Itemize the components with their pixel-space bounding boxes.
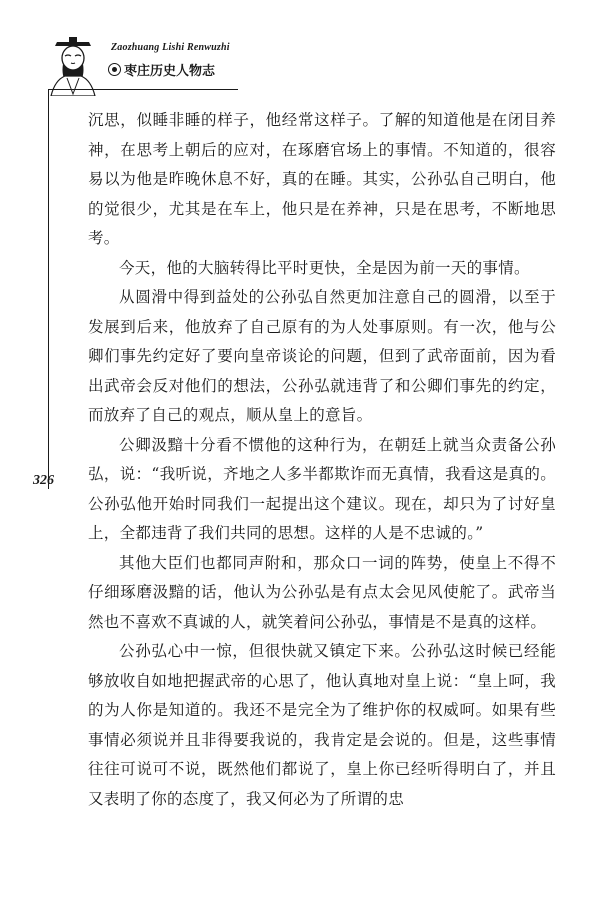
portrait-illustration [47,36,99,96]
header-chinese-title [108,60,215,79]
header-chinese-title-text: 枣庄历史人物志 [124,64,216,79]
paragraph: 今天，他的大脑转得比平时更快，全是因为前一天的事情。 [119,258,530,277]
paragraph: 从圆滑中得到益处的公孙弘自然更加注意自己的圆滑，以至于发展到后来，他放弃了自己原有的为人处事原则。有一次，他与公卿们事先约定好了要向皇帝谈论的问题，但到了武帝面前，因为看出武帝会反对他们的想法，公孙弘就违背了和公卿们事先的约定，而放弃了自己的观点，顺从皇上的意旨。 [88,288,556,424]
paragraph: 沉思，似睡非睡的样子，他经常这样子。了解的知道他是在闭目养神，在思考上朝后的应对，在琢磨官场上的事情。不知道的，很容易以为他是昨晚休息不好，真的在睡。其实，公孙弘自己明白，他的觉很少，尤其是在车上，他只是在养神，只是在思考，不断地思考。 [88,111,556,247]
paragraph: 其他大臣们也都同声附和，那众口一词的阵势，使皇上不得不仔细琢磨汲黯的话，他认为公孙弘是有点太会见风使舵了。武帝当然也不喜欢不真诚的人，就笑着问公孙弘，事情是不是真的这样。 [88,553,556,631]
page-number: 326 [33,473,54,488]
header-english-title: Zaozhuang Lishi Renwuzhi [111,42,230,53]
paragraph: 公孙弘心中一惊，但很快就又镇定下来。公孙弘这时候已经能够放收自如地把握武帝的心思了，他认真地对皇上说：“皇上呵，我的为人你是知道的。我还不是完全为了维护你的权威呵。如果有些事情必须说并且非得要我说的，我肯定是会说的。但是，这些事情往往可说可不说，既然他们都说了，皇上你已经听得明白了，并且又表明了你的态度了，我又何必为了所谓的忠 [88,642,556,808]
paragraph: 公卿汲黯十分看不惯他的这种行为，在朝廷上就当众责备公孙弘，说：“我听说，齐地之人多半都欺诈而无真情，我看这是真的。公孙弘他开始时同我们一起提出这个建议。现在，却只为了讨好皇上，全都违背了我们共同的思想。这样的人是不忠诚的。” [88,435,556,542]
margin-rule [48,89,49,489]
header-rule [48,89,238,90]
body-text [88,106,556,814]
bullet-circle-icon [108,63,121,76]
